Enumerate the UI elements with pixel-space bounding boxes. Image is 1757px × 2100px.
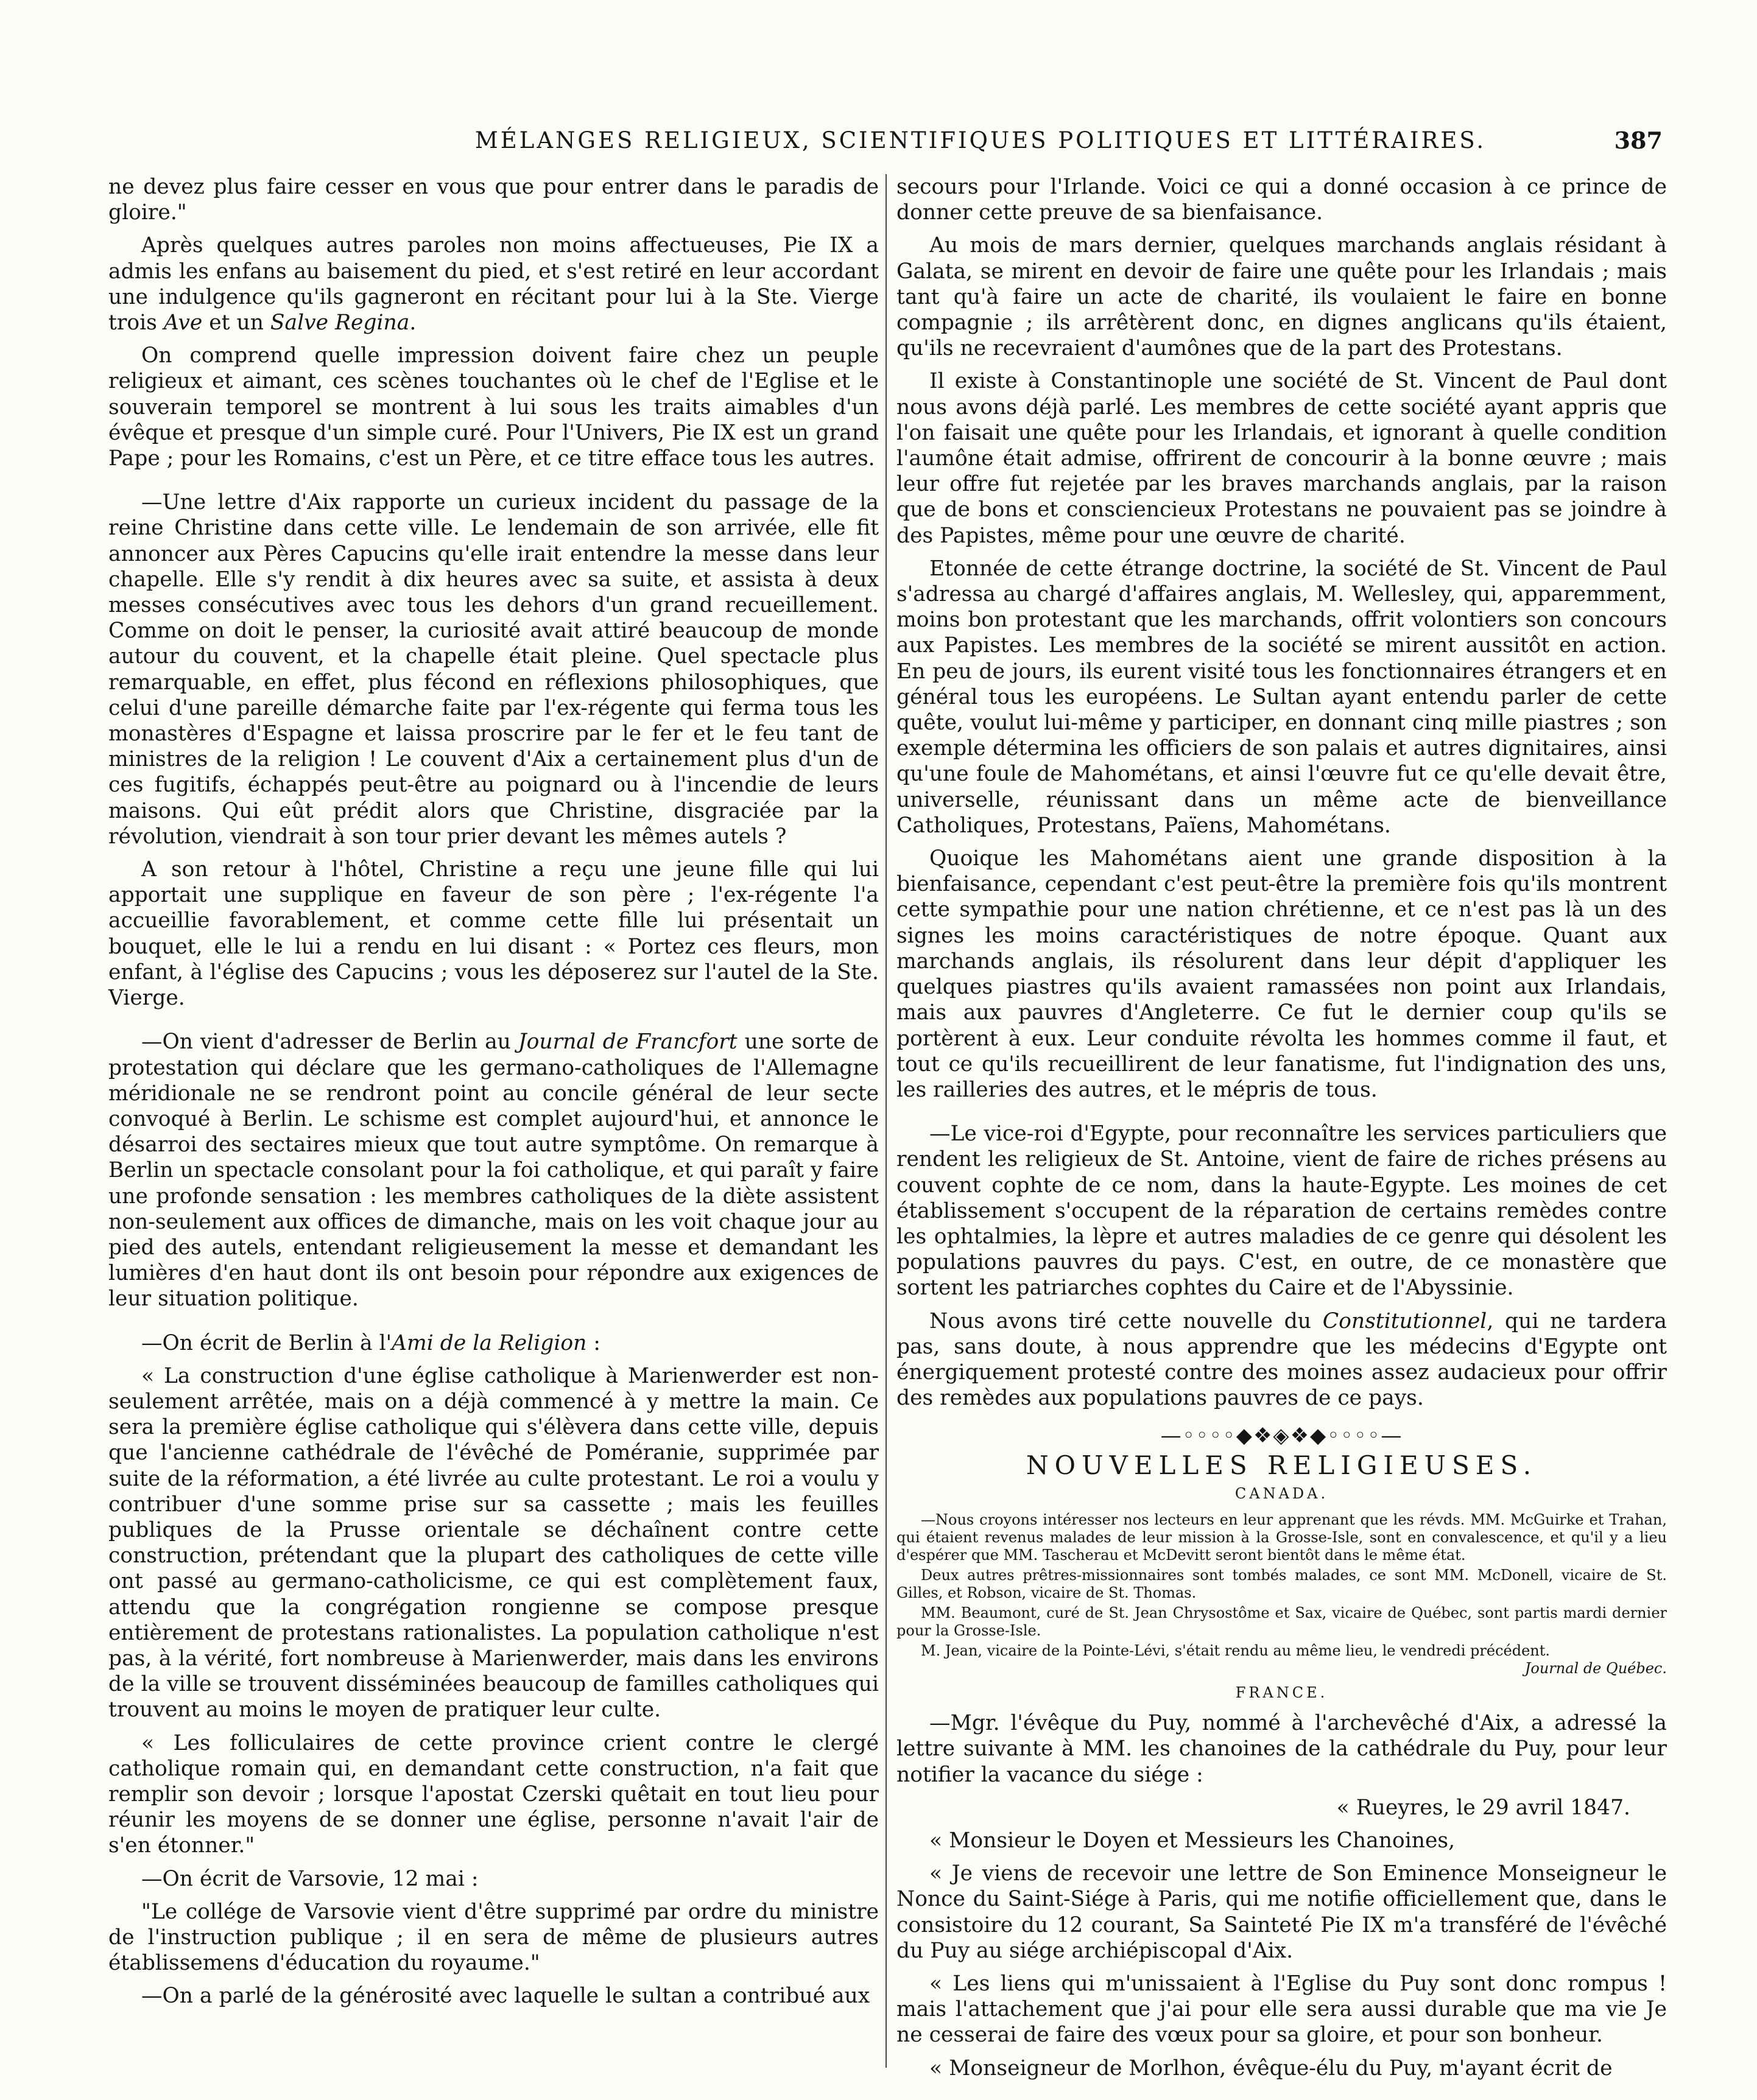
italic-journal-title: Constitutionnel <box>1322 1308 1487 1333</box>
column-divider <box>886 174 887 2068</box>
left-column <box>108 174 879 2017</box>
paragraph-text: et un <box>202 311 270 335</box>
italic-prayer-salve: Salve Regina <box>270 311 410 335</box>
paragraph: « Les liens qui m'unissaient à l'Eglise du Puy sont donc rompus ! mais l'attachement que j'ai pour elle sera aussi durable que ma vie Je ne cesserai de faire des vœux pour sa gloire, et pour son bonheur. <box>896 1971 1667 2048</box>
news-source: Journal de Québec. <box>1524 1659 1667 1677</box>
paragraph: A son retour à l'hôtel, Christine a reçu une jeune fille qui lui apportait une supplique en faveur de son père ; l'ex-régente l'a accueillie favorablement, et comme cette fille lui présentait un bouquet, elle le lui a rendu en lui disant : « Portez ces fleurs, mon enfant, à l'église des Capucins ; vous les déposerez sur l'autel de la Ste. Vierge. <box>108 857 879 1011</box>
paragraph: —Le vice-roi d'Egypte, pour reconnaître les services particuliers que rendent les religieux de St. Antoine, vient de faire de riches présens au couvent cophte de ce nom, dans la haute-Egypte. Les moines de cet établissement s'occupent de la réparation de certains remèdes contre les ophtalmies, la lèpre et autres maladies de ce genre qui désolent les populations pauvres du pays. C'est, en outre, de ce monastère que sortent les patriarches cophtes du Caire et de l'Abyssinie. <box>896 1122 1667 1301</box>
ornament-divider: —◦◦◦◦◆❖◈❖◆◦◦◦◦— <box>1160 1424 1403 1449</box>
paragraph <box>896 1308 1667 1411</box>
paragraph: —On a parlé de la générosité avec laquelle le sultan a contribué aux <box>141 1984 870 2009</box>
paragraph: « La construction d'une église catholique à Marienwerder est non-seulement arrêtée, mais on a déjà commencé à y mettre la main. Ce sera la première église catholique qui s'élèvera dans cette ville, depuis que l'ancienne cathédrale de l'évêché de Poméranie, supprimée par suite de la réformation, a été livrée au culte protestant. Le roi a voulu y contribuer d'une somme prise sur sa cassette ; mais les feuilles publiques de la Prusse orientale se déchaînent contre cette construction, prétendant que la plupart des catholiques de cette ville ont passé au germano-catholicisme, ce qui est complètement faux, attendu que la congrégation rongienne se compose presque entièrement de protestans rationalistes. La population catholique n'est pas, à la vérité, fort nombreuse à Marienwerder, mais dans les environs de la ville se trouvent disséminées beaucoup de familles catholiques qui trouvent au moins le moyen de pratiquer leur culte. <box>108 1363 879 1722</box>
canada-news <box>896 1511 1667 1677</box>
news-item <box>896 1642 1667 1677</box>
news-item: —Nous croyons intéresser nos lecteurs en leur apprenant que les révds. MM. McGuirke et Trahan, qui étaient revenus malades de leur mission à la Grosse-Isle, sont en convalescence, et qu'il y a lieu d'espérer que MM. Tascherau et McDevitt seront bientôt dans le même état. <box>896 1511 1667 1564</box>
page-number: 387 <box>1614 127 1663 154</box>
paragraph: —Une lettre d'Aix rapporte un curieux incident du passage de la reine Christine dans cette ville. Le lendemain de son arrivée, elle fit annoncer aux Pères Capucins qu'elle irait entendre la messe dans leur chapelle. Elle s'y rendit à dix heures avec sa suite, et assista à deux messes consécutives avec tous les dehors d'un grand recueillement. Comme on doit le penser, la curiosité avait attiré beaucoup de monde autour du couvent, et la chapelle était pleine. Quel spectacle plus remarquable, en effet, plus fécond en réflexions philosophiques, que celui d'une pareille démarche faite par l'ex-régente qui ferma tous les monastères d'Espagne et laissa proscrire par le fer et le feu tant de ministres de la religion ! Le couvent d'Aix a certainement plus d'un de ces fugitifs, échappés peut-être au poignard ou à l'incendie de leurs maisons. Qui eût prédit alors que Christine, disgraciée par la révolution, viendrait à son tour prier devant les mêmes autels ? <box>108 490 879 849</box>
paragraph <box>108 1330 879 1356</box>
page-header <box>104 119 1663 162</box>
paragraph: « Les folliculaires de cette province crient contre le clergé catholique romain qui, en demandant cette construction, n'a fait que remplir son devoir ; lorsque l'apostat Czerski quêtait en tout lieu pour réunir les moyens de se donner une église, personne n'avait l'air de s'en étonner." <box>108 1730 879 1858</box>
paragraph: —On écrit de Varsovie, 12 mai : <box>141 1866 479 1891</box>
paragraph-text: Nous avons tiré cette nouvelle du <box>929 1308 1323 1333</box>
section-title: NOUVELLES RELIGIEUSES. <box>1026 1450 1538 1480</box>
paragraph: « Monseigneur de Morlhon, évêque-élu du Puy, m'ayant écrit de <box>929 2056 1613 2081</box>
italic-journal-title: Ami de la Religion <box>392 1330 587 1355</box>
paragraph <box>108 233 879 335</box>
paragraph: Il existe à Constantinople une société de St. Vincent de Paul dont nous avons déjà parlé. Les membres de cette société ayant appris que l'on faisait une quête pour les Irlandais, et ignorant à quelle condition l'aumône était admise, offrirent de concourir à la bonne œuvre ; mais leur offre fut rejetée par les braves marchands anglais, par la raison que de bons et consciencieux Protestans ne pouvaient pas se joindre à des Papistes, même pour une œuvre de charité. <box>896 369 1667 548</box>
letter-salutation: « Monsieur le Doyen et Messieurs les Chanoines, <box>929 1828 1456 1853</box>
paragraph-text: une sorte de protestation qui déclare que les germano-catholiques de l'Allemagne méridionale ne se rendront point au concile général de leur secte convoqué à Berlin. Le schisme est complet aujourd'hui, et annonce le désarroi des sectaires mieux que tout autre symptôme. On remarque à Berlin un spectacle consolant pour la foi catholique, et qui paraît y faire une profonde sensation : les membres catholiques de la diète assistent non-seulement aux offices de dimanche, mais on les voit chaque jour au pied des autels, entendant religieusement la messe et demandant les lumières d'en haut dont ils ont besoin pour répondre aux exigences de leur situation politique. <box>108 1030 879 1312</box>
paragraph <box>108 1029 879 1312</box>
paragraph: ne devez plus faire cesser en vous que pour entrer dans le paradis de gloire." <box>108 175 879 225</box>
right-column <box>896 174 1667 2088</box>
italic-journal-title: Journal de Francfort <box>518 1030 738 1055</box>
italic-prayer-ave: Ave <box>163 311 203 335</box>
paragraph: Au mois de mars dernier, quelques marchands anglais résidant à Galata, se mirent en devoir de faire une quête pour les Irlandais ; mais tant qu'à faire un acte de charité, ils voulaient le faire en bonne compagnie ; ils arrêtèrent donc, en dignes anglicans qu'ils étaient, qu'ils ne recevraient d'aumônes que de la part des Protestans. <box>896 233 1667 361</box>
paragraph: On comprend quelle impression doivent faire chez un peuple religieux et aimant, ces scènes touchantes où le chef de l'Eglise et le souverain temporel se montrent à lui sous les traits aimables d'un évêque et presque d'un simple curé. Pour l'Univers, Pie IX est un grand Pape ; pour les Romains, c'est un Père, et ce titre efface tous les autres. <box>108 343 879 471</box>
paragraph-text: : <box>586 1330 600 1355</box>
paragraph: Etonnée de cette étrange doctrine, la société de St. Vincent de Paul s'adressa au chargé d'affaires anglais, M. Wellesley, qui, apparemment, moins bon protestant que les marchands, offrit volontiers son concours aux Papistes. Les membres de la société se mirent aussitôt en action. En peu de jours, ils eurent visité tous les fonctionnaires étrangers et en général tous les européens. Le Sultan ayant entendu parler de cette quête, voulut lui-même y participer, en donnant cinq mille piastres ; son exemple détermina les officiers de son palais et autres dignitaires, ainsi qu'une foule de Mahométans, et ainsi l'œuvre fut ce qu'elle devait être, universelle, réunissant dans un même acte de bienveillance Catholiques, Protestans, Païens, Mahométans. <box>896 556 1667 838</box>
paragraph-text: , qui ne tardera pas, sans doute, à nous apprendre que les médecins d'Egypte ont énergiquement protesté contre des moines assez audacieux pour offrir des remèdes aux populations pauvres de ce pays. <box>896 1308 1667 1411</box>
paragraph-text: —On vient d'adresser de Berlin au <box>141 1030 518 1055</box>
news-item: MM. Beaumont, curé de St. Jean Chrysostôme et Sax, vicaire de Québec, sont partis mardi dernier pour la Grosse-Isle. <box>896 1604 1667 1639</box>
news-item-text: M. Jean, vicaire de la Pointe-Lévi, s'était rendu au même lieu, le vendredi précédent. <box>921 1642 1551 1659</box>
paragraph: secours pour l'Irlande. Voici ce qui a donné occasion à ce prince de donner cette preuve de sa bienfaisance. <box>896 175 1667 225</box>
news-item: Deux autres prêtres-missionnaires sont tombés malades, ce sont MM. McDonell, vicaire de St. Gilles, et Robson, vicaire de St. Thomas. <box>896 1566 1667 1601</box>
paragraph: —Mgr. l'évêque du Puy, nommé à l'archevêché d'Aix, a adressé la lettre suivante à MM. les chanoines de la cathédrale du Puy, pour leur notifier la vacance du siége : <box>896 1711 1667 1787</box>
paragraph-text: —On écrit de Berlin à l' <box>141 1330 392 1355</box>
paragraph: "Le collége de Varsovie vient d'être supprimé par ordre du ministre de l'instruction publique ; il en sera de même de plusieurs autres établissemens d'éducation du royaume." <box>108 1899 879 1976</box>
paragraph-text: . <box>409 311 417 335</box>
france-heading: FRANCE. <box>1235 1684 1328 1701</box>
canada-heading: CANADA. <box>1234 1484 1329 1502</box>
letter-dateline: « Rueyres, le 29 avril 1847. <box>1336 1795 1630 1820</box>
paragraph: Quoique les Mahométans aient une grande disposition à la bienfaisance, cependant c'est peut-être la première fois qu'ils montrent cette sympathie pour une nation chrétienne, et ce n'est pas là un des signes les moins caractéristiques de notre époque. Quant aux marchands anglais, ils résolurent dans leur dépit d'appliquer les quelques piastres qu'ils avaient ramassées non point aux Irlandais, mais aux pauvres d'Angleterre. Ce fut le dernier coup qu'ils se portèrent à eux. Leur conduite révolta les hommes comme il faut, et tout ce qu'ils recueillirent de leur fanatisme, fut l'indignation des uns, les railleries des autres, et le mépris de tous. <box>896 846 1667 1102</box>
running-title: MÉLANGES RELIGIEUX, SCIENTIFIQUES POLITIQUES ET LITTÉRAIRES. <box>474 127 1487 153</box>
paragraph-text: Après quelques autres paroles non moins affectueuses, Pie IX a admis les enfans au baisement du pied, et s'est retiré en leur accordant une indulgence qu'ils gagneront en récitant pour lui à la Ste. Vierge trois <box>108 233 879 335</box>
paragraph: « Je viens de recevoir une lettre de Son Eminence Monseigneur le Nonce du Saint-Siége à Paris, qui me notifie officiellement que, dans le consistoire du 12 courant, Sa Sainteté Pie IX m'a transféré de l'évêché du Puy au siége archiépiscopal d'Aix. <box>896 1861 1667 1963</box>
